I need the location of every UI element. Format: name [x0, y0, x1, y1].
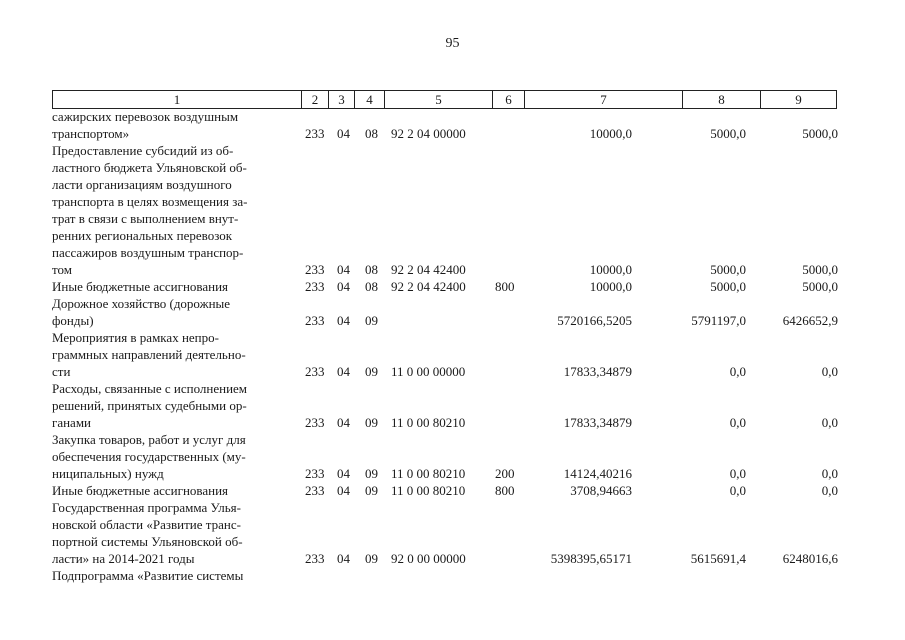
table-row	[52, 567, 842, 584]
header-col-1: 1	[173, 92, 181, 107]
cell-c4: 08	[365, 279, 378, 294]
cell-c3: 04	[337, 415, 350, 430]
description-line: обеспечения государственных (му-	[52, 449, 246, 464]
description-line: Предоставление субсидий из об-	[52, 143, 234, 158]
description-line: Расходы, связанные с исполнением	[52, 381, 248, 396]
description-line: сти	[52, 364, 71, 379]
row-description	[52, 482, 294, 499]
table-row	[52, 482, 842, 499]
cell-c3: 04	[337, 313, 350, 328]
description-line: сажирских перевозок воздушным	[52, 109, 239, 124]
row-description	[52, 108, 294, 142]
cell-c4: 09	[365, 483, 378, 498]
cell-c6: 200	[495, 466, 515, 481]
cell-c3: 04	[337, 279, 350, 294]
header-col-6: 6	[492, 91, 524, 108]
cell-c5: 11 0 00 80210	[391, 466, 466, 481]
description-line: транспорта в целях возмещения за-	[52, 194, 248, 209]
row-description	[52, 380, 294, 431]
description-line: портной системы Ульяновской об-	[52, 534, 243, 549]
header-col-2: 2	[301, 91, 328, 108]
description-line: Мероприятия в рамках непро-	[52, 330, 219, 345]
row-description	[52, 295, 294, 329]
cell-c2: 233	[305, 415, 325, 430]
header-col-9: 9	[760, 91, 836, 108]
cell-c2: 233	[305, 551, 325, 566]
description-line: фонды)	[52, 313, 94, 328]
cell-c7: 10000,0	[589, 262, 632, 277]
cell-c3: 04	[337, 483, 350, 498]
table-row	[52, 431, 842, 482]
cell-c3: 04	[337, 551, 350, 566]
cell-c8: 0,0	[729, 483, 746, 498]
row-description	[52, 142, 294, 278]
description-line: пассажиров воздушным транспор-	[52, 245, 244, 260]
cell-c7: 5720166,5205	[557, 313, 632, 328]
cell-c8: 0,0	[729, 466, 746, 481]
description-line: транспортом»	[52, 126, 130, 141]
description-line: Дорожное хозяйство (дорожные	[52, 296, 231, 311]
description-line: ганами	[52, 415, 92, 430]
cell-c7: 17833,34879	[563, 364, 632, 379]
cell-c7: 17833,34879	[563, 415, 632, 430]
cell-c7: 5398395,65171	[550, 551, 632, 566]
description-line: Иные бюджетные ассигнования	[52, 279, 229, 294]
cell-c2: 233	[305, 364, 325, 379]
cell-c5: 92 0 00 00000	[391, 551, 466, 566]
cell-c8: 0,0	[729, 364, 746, 379]
cell-c9: 0,0	[821, 364, 838, 379]
cell-c8: 5000,0	[710, 279, 746, 294]
cell-c5: 92 2 04 00000	[391, 126, 466, 141]
cell-c2: 233	[305, 483, 325, 498]
description-line: ниципальных) нужд	[52, 466, 164, 481]
row-description	[52, 329, 294, 380]
cell-c9: 5000,0	[802, 126, 838, 141]
cell-c9: 5000,0	[802, 279, 838, 294]
description-line: ренних региональных перевозок	[52, 228, 233, 243]
description-line: ластного бюджета Ульяновской об-	[52, 160, 247, 175]
cell-c8: 5791197,0	[691, 313, 746, 328]
description-line: новской области «Развитие транс-	[52, 517, 241, 532]
description-line: Закупка товаров, работ и услуг для	[52, 432, 246, 447]
cell-c4: 09	[365, 313, 378, 328]
cell-c8: 5000,0	[710, 262, 746, 277]
cell-c2: 233	[305, 126, 325, 141]
description-line: Подпрограмма «Развитие системы	[52, 568, 244, 583]
table-row	[52, 278, 842, 295]
description-line: ласти» на 2014-2021 годы	[52, 551, 195, 566]
cell-c5: 92 2 04 42400	[391, 279, 466, 294]
cell-c8: 5000,0	[710, 126, 746, 141]
row-description	[52, 278, 294, 295]
cell-c3: 04	[337, 364, 350, 379]
cell-c7: 10000,0	[589, 126, 632, 141]
page-number: 95	[445, 36, 460, 51]
cell-c9: 0,0	[821, 466, 838, 481]
cell-c7: 10000,0	[589, 279, 632, 294]
cell-c6: 800	[495, 279, 515, 294]
cell-c2: 233	[305, 279, 325, 294]
header-col-7: 7	[524, 91, 682, 108]
cell-c9: 0,0	[821, 483, 838, 498]
cell-c5: 11 0 00 80210	[391, 415, 466, 430]
cell-c4: 09	[365, 415, 378, 430]
cell-c2: 233	[305, 466, 325, 481]
cell-c4: 08	[365, 262, 378, 277]
header-col-3: 3	[328, 91, 354, 108]
cell-c3: 04	[337, 466, 350, 481]
cell-c5: 11 0 00 00000	[391, 364, 466, 379]
cell-c4: 08	[365, 126, 378, 141]
description-line: трат в связи с выполнением внут-	[52, 211, 239, 226]
header-col-4: 4	[354, 91, 384, 108]
table-row	[52, 499, 842, 567]
cell-c9: 0,0	[821, 415, 838, 430]
row-description	[52, 499, 294, 567]
table-row	[52, 329, 842, 380]
cell-c4: 09	[365, 364, 378, 379]
cell-c9: 6248016,6	[782, 551, 838, 566]
cell-c9: 5000,0	[802, 262, 838, 277]
cell-c7: 3708,94663	[570, 483, 632, 498]
description-line: граммных направлений деятельно-	[52, 347, 246, 362]
cell-c5: 11 0 00 80210	[391, 483, 466, 498]
description-line: решений, принятых судебными ор-	[52, 398, 247, 413]
cell-c5: 92 2 04 42400	[391, 262, 466, 277]
description-line: ласти организациям воздушного	[52, 177, 232, 192]
table-header	[52, 90, 837, 109]
description-line: Государственная программа Улья-	[52, 500, 241, 515]
cell-c8: 0,0	[729, 415, 746, 430]
table-row	[52, 108, 842, 142]
description-line: том	[52, 262, 72, 277]
cell-c9: 6426652,9	[782, 313, 838, 328]
cell-c6: 800	[495, 483, 515, 498]
row-description	[52, 567, 294, 584]
cell-c3: 04	[337, 262, 350, 277]
header-col-8: 8	[682, 91, 760, 108]
table-row	[52, 380, 842, 431]
table-row	[52, 295, 842, 329]
cell-c4: 09	[365, 466, 378, 481]
cell-c8: 5615691,4	[690, 551, 746, 566]
row-description	[52, 431, 294, 482]
table-row	[52, 142, 842, 278]
cell-c4: 09	[365, 551, 378, 566]
description-line: Иные бюджетные ассигнования	[52, 483, 229, 498]
cell-c2: 233	[305, 313, 325, 328]
cell-c7: 14124,40216	[563, 466, 632, 481]
header-col-5: 5	[384, 91, 492, 108]
cell-c3: 04	[337, 126, 350, 141]
cell-c2: 233	[305, 262, 325, 277]
